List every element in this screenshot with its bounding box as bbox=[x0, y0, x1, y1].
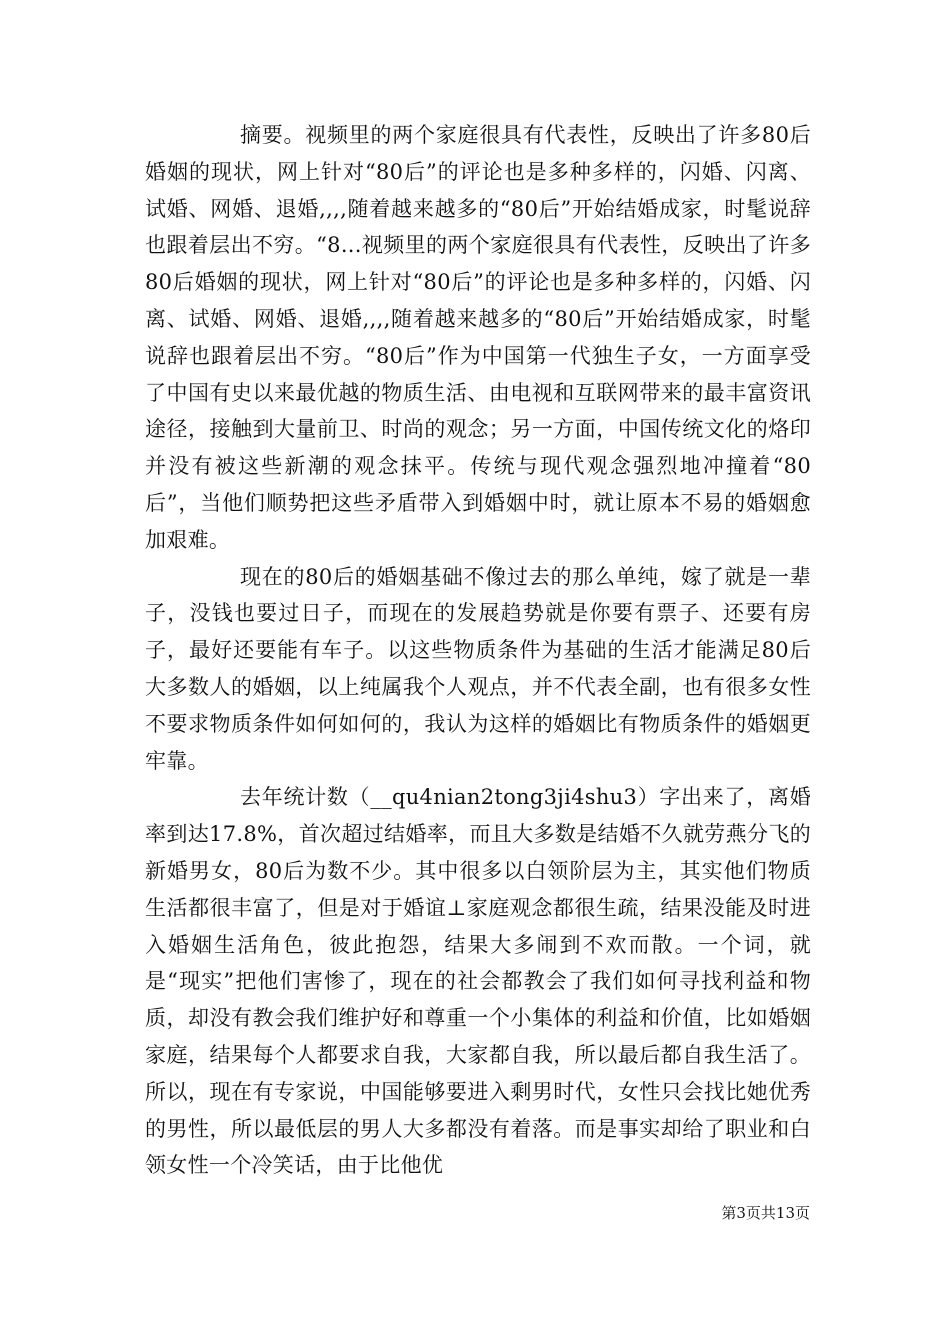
paragraph-1: 摘要。视频里的两个家庭很具有代表性，反映出了许多80后婚姻的现状，网上针对“80后”的评论也是多种多样的，闪婚、闪离、试婚、网婚、退婚,,,,随着越来越多的“80后”开始结婚成家，时髦说辞也跟着层出不穷。“8...视频里的两个家庭很具有代表性，反映出了许多80后婚姻的现状，网上针对“80后”的评论也是多种多样的，闪婚、闪离、试婚、网婚、退婚,,,,随着越来越多的“80后”开始结婚成家，时髦说辞也跟着层出不穷。“80后”作为中国第一代独生子女，一方面享受了中国有史以来最优越的物质生活、由电视和互联网带来的最丰富资讯途径，接触到大量前卫、时尚的观念；另一方面，中国传统文化的烙印并没有被这些新潮的观念抹平。传统与现代观念强烈地冲撞着“80后”，当他们顺势把这些矛盾带入到婚姻中时，就让原本不易的婚姻愈加艰难。 bbox=[145, 123, 811, 552]
paragraph-3: 去年统计数（__qu4nian2tong3ji4shu3）字出来了，离婚率到达17.8%，首次超过结婚率，而且大多数是结婚不久就劳燕分飞的新婚男女，80后为数不少。其中很多以白领阶层为主，其实他们物质生活都很丰富了，但是对于婚谊⊥家庭观念都很生疏，结果没能及时进入婚姻生活角色，彼此抱怨，结果大多闹到不欢而散。一个词，就是“现实”把他们害惨了，现在的社会都教会了我们如何寻找利益和物质，却没有教会我们维护好和尊重一个小集体的利益和价值，比如婚姻家庭，结果每个人都要求自我，大家都自我，所以最后都自我生活了。所以，现在有专家说，中国能够要进入剩男时代，女性只会找比她优秀的男性，所以最低层的男人大多都没有着落。而是事实却给了职业和白领女性一个冷笑话，由于比他优 bbox=[145, 785, 811, 1178]
paragraph-2: 现在的80后的婚姻基础不像过去的那么单纯，嫁了就是一辈子，没钱也要过日子，而现在的发展趋势就是你要有票子、还要有房子，最好还要能有车子。以这些物质条件为基础的生活才能满足80后大多数人的婚姻，以上纯属我个人观点，并不代表全副，也有很多女性不要求物质条件如何如何的，我认为这样的婚姻比有物质条件的婚姻更牢靠。 bbox=[145, 564, 811, 773]
page-number-footer: 第3页共13页 bbox=[721, 1204, 810, 1222]
document-body bbox=[145, 117, 811, 1184]
